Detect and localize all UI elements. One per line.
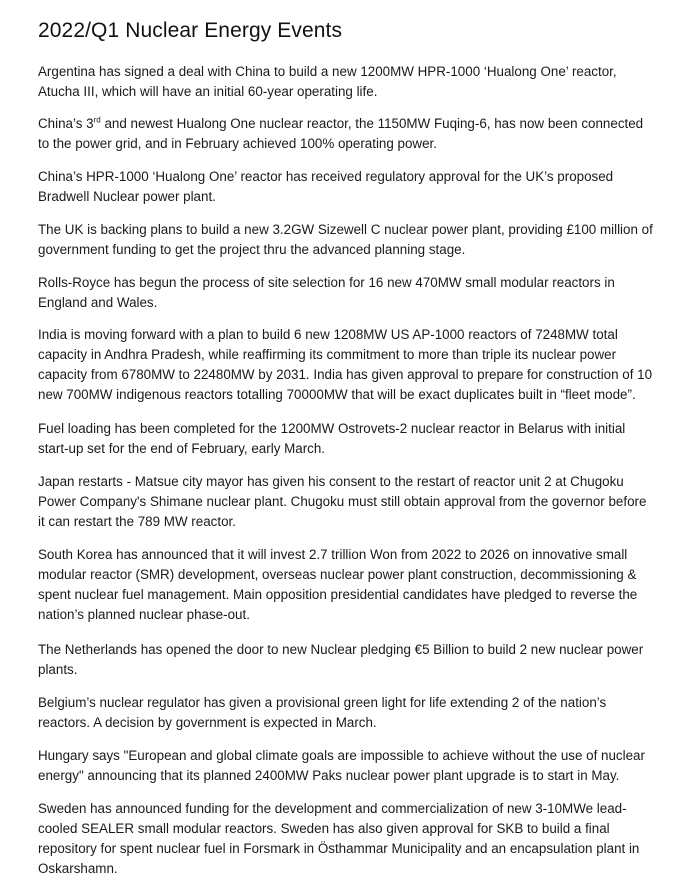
document-page [38,0,656,876]
paragraph-argentina: Argentina has signed a deal with China to build a new 1200MW HPR-1000 ‘Hualong One’ reactor, Atucha III, which will have an initial 60-year operating life. [38,64,617,99]
paragraph-uk-sizewell: The UK is backing plans to build a new 3.2GW Sizewell C nuclear power plant, providing £100 million of government funding to get the project thru the advanced planning stage. [38,222,653,257]
paragraph-china-fuqing-before: China’s 3 [38,116,94,131]
paragraph-south-korea: South Korea has announced that it will invest 2.7 trillion Won from 2022 to 2026 on innovative small modular reactor (SMR) development, overseas nuclear power plant construction, decommissioning & spent nuclear fuel management. Main opposition presidential candidates have pledged to reverse the nation’s planned nuclear phase-out. [38,547,638,622]
paragraph-china-fuqing [38,114,656,154]
paragraph-india: India is moving forward with a plan to build 6 new 1208MW US AP-1000 reactors of 7248MW total capacity in Andhra Pradesh, while reaffirming its commitment to more than triple its nuclear power capacity from 6780MW to 22480MW by 2031. India has given approval to prepare for construction of 10 new 700MW indigenous reactors totalling 70000MW that will be exact duplicates built in “fleet mode”. [38,327,653,402]
paragraph-belarus: Fuel loading has been completed for the 1200MW Ostrovets-2 nuclear reactor in Belarus with initial start-up set for the end of February, early March. [38,421,626,456]
paragraph-sweden: Sweden has announced funding for the development and commercialization of new 3-10MWe lead-cooled SEALER small modular reactors. Sweden has also given approval for SKB to build a final repository for spent nuclear fuel in Forsmark in Östhammar Municipality and an encapsulation plant in Oskarshamn. [38,801,640,876]
paragraph-japan: Japan restarts - Matsue city mayor has given his consent to the restart of reactor unit 2 at Chugoku Power Company's Shimane nuclear plant. Chugoku must still obtain approval from the governor before it can restart the 789 MW reactor. [38,474,647,529]
paragraph-netherlands: The Netherlands has opened the door to new Nuclear pledging €5 Billion to build 2 new nuclear power plants. [38,642,644,677]
paragraph-belgium: Belgium’s nuclear regulator has given a provisional green light for life extending 2 of the nation’s reactors. A decision by government is expected in March. [38,695,607,730]
ordinal-superscript: rd [93,115,101,125]
paragraph-rolls-royce: Rolls-Royce has begun the process of site selection for 16 new 470MW small modular reactors in England and Wales. [38,275,615,310]
paragraph-china-fuqing-after: and newest Hualong One nuclear reactor, the 1150MW Fuqing-6, has now been connected to the power grid, and in February achieved 100% operating power. [38,116,644,151]
paragraph-hungary: Hungary says "European and global climate goals are impossible to achieve without the use of nuclear energy" announcing that its planned 2400MW Paks nuclear power plant upgrade is to start in May. [38,748,645,783]
document-title: 2022/Q1 Nuclear Energy Events [38,19,343,42]
paragraph-china-bradwell: China’s HPR-1000 ‘Hualong One’ reactor has received regulatory approval for the UK’s proposed Bradwell Nuclear power plant. [38,169,614,204]
